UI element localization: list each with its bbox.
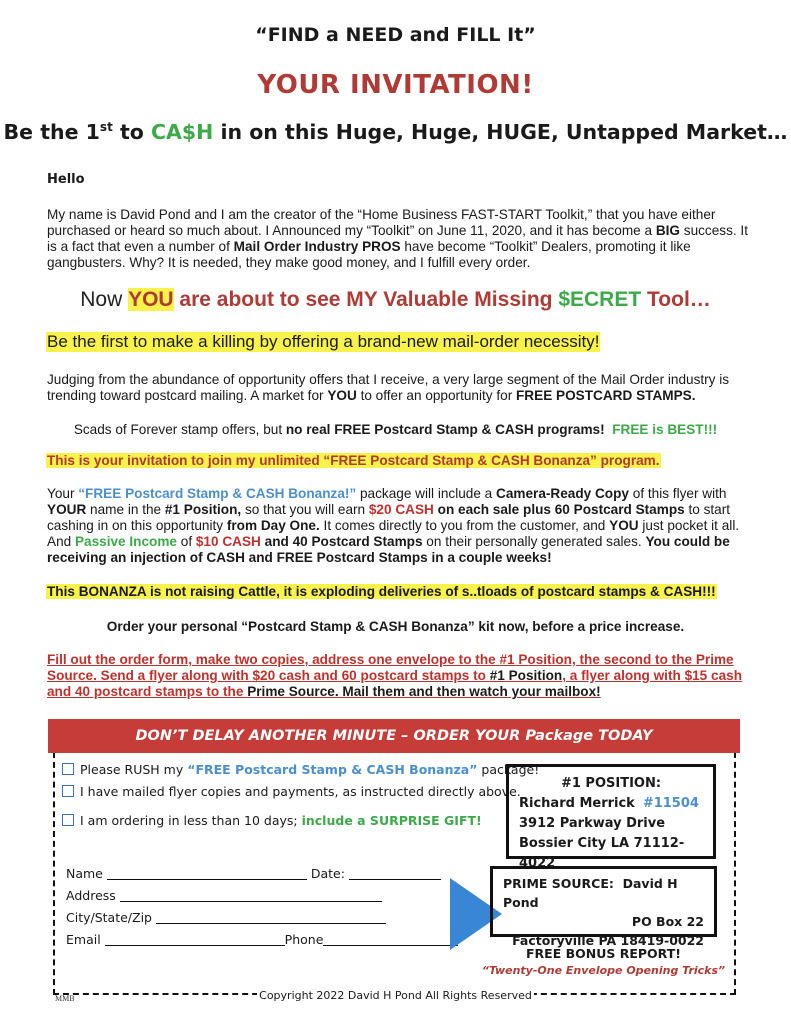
checkbox-icon[interactable] (62, 785, 74, 797)
address-row (66, 888, 382, 903)
pkg-pos: #1 Position, (164, 502, 242, 517)
prime-box-line: PO Box 22 (631, 914, 704, 929)
first-highlight: Be the first to make a killing by offering a brand-new mail-order necessity! (47, 332, 600, 351)
date-field[interactable] (349, 868, 441, 880)
judging-you: YOU (327, 388, 357, 403)
position-1-street: 3912 Parkway Drive (519, 816, 666, 831)
prime-name: David H Pond (503, 876, 678, 910)
checkbox-mailed[interactable] (62, 784, 521, 799)
address-label: Address (66, 888, 116, 903)
scads-b: no real FREE Postcard Stamp & CASH programs! (285, 422, 605, 437)
pkg-l: on their personally generated sales. (422, 534, 646, 549)
fill-d: Prime Source. Mail them and then watch your mailbox! (247, 684, 601, 699)
intro-c: have become “Toolkit” Dealers, promoting it like gangbusters. Why? It is needed, they make good money, and I fulfill every order. (47, 239, 691, 270)
name-label: Name (66, 866, 103, 881)
check1-b: “FREE Postcard Stamp & CASH Bonanza” (187, 762, 478, 777)
check1-c: package! (477, 762, 540, 777)
scads-free: FREE is BEST!!! (612, 422, 718, 437)
judging-free: FREE POSTCARD STAMPS. (516, 388, 696, 403)
check1-a: Please RUSH my (80, 762, 188, 777)
email-phone-row (66, 932, 458, 947)
scads-a: Scads of Forever stamp offers, but (73, 422, 286, 437)
checkbox-rush[interactable] (62, 762, 539, 777)
intro-b: success. It is a fact that even a number of (47, 223, 748, 254)
pkg-passive: Passive Income (74, 534, 177, 549)
fill-c: , a flyer along with $15 cash and 40 postcard stamps to the (47, 668, 743, 699)
headline-invitation: YOUR INVITATION! (257, 70, 534, 100)
pkg-j: of (176, 534, 196, 549)
email-label: Email (66, 932, 101, 947)
pkg-i: just pocket it all. And (47, 518, 740, 549)
greeting: Hello (47, 172, 85, 187)
city-field[interactable] (156, 912, 386, 924)
prime-source-box (490, 866, 717, 948)
headline-market (0, 120, 791, 144)
check3-a: I am ordering in less than 10 days; (80, 813, 302, 828)
check2: I have mailed flyer copies and payments, as instructed directly above. (80, 784, 521, 799)
market-sup: st (99, 120, 113, 135)
now-b: are about to see MY Valuable Missing (173, 288, 559, 311)
bonanza-highlight: This BONANZA is not raising Cattle, it is exploding deliveries of s..tloads of postcard stamps & CASH!!! (47, 584, 716, 599)
intro-big: BIG (655, 223, 680, 238)
now-secret: $ECRET (558, 288, 642, 311)
pkg-a: Your (47, 486, 79, 501)
now-c: Tool… (641, 288, 711, 311)
name-date-row (66, 866, 441, 881)
checkbox-icon[interactable] (62, 763, 74, 775)
fill-b: #1 Position (489, 668, 563, 683)
position-1-title: #1 POSITION: (560, 776, 662, 791)
copyright-text: Copyright 2022 David H Pond All Rights Reserved (259, 989, 532, 1002)
pkg-you: YOU (609, 518, 639, 533)
pkg-c: of this flyer with (628, 486, 727, 501)
fill-instructions (47, 652, 759, 700)
intro-paragraph (47, 207, 759, 271)
pkg-day: from Day One. (226, 518, 320, 533)
mmb-mark: MMB (55, 994, 75, 1003)
position-1-city: Bossier City LA 71112-4022 (519, 836, 685, 871)
address-field[interactable] (120, 890, 382, 902)
prime-header (503, 874, 704, 912)
prime-label: PRIME SOURCE: (503, 876, 614, 891)
now-a: Now (80, 288, 129, 311)
pkg-cash20: $20 CASH (368, 502, 434, 517)
position-1-box (506, 764, 716, 871)
position-1-name-row (519, 794, 703, 814)
scads-line (0, 422, 791, 437)
judging-a: Judging from the abundance of opportunity offers that I receive, a very large segment of the Mail Order industry is trending toward postcard mailing. A market for (47, 372, 730, 403)
checkbox-icon[interactable] (62, 814, 74, 826)
pkg-your: YOUR (47, 502, 87, 517)
market-c: in on this Huge, Huge, HUGE, Untapped Market… (213, 120, 788, 144)
city-row (66, 910, 386, 925)
market-b: to (112, 120, 151, 144)
city-label: City/State/Zip (66, 910, 152, 925)
judging-paragraph (47, 372, 759, 404)
pkg-b: package will include a (356, 486, 497, 501)
phone-label: Phone (284, 932, 324, 947)
market-a: Be the 1 (3, 120, 100, 144)
position-1-name: Richard Merrick (519, 796, 635, 811)
copyright (0, 989, 791, 1002)
package-paragraph (47, 486, 759, 566)
name-field[interactable] (107, 868, 307, 880)
fill-a: Fill out the order form, make two copies, address one envelope to the #1 Position, the second to the Prime Source. Send a flyer along with $20 cash and 60 postcard stamps to (47, 652, 734, 683)
judging-b: to offer an opportunity for (356, 388, 516, 403)
bonus-title: FREE BONUS REPORT! (526, 946, 681, 961)
pkg-camera: Camera-Ready Copy (496, 486, 629, 501)
prime-city: Factoryville PA 18419-0022 (512, 933, 704, 948)
pkg-f: on each sale plus 60 Postcard Stamps (433, 502, 685, 517)
pkg-cash10: $10 CASH (195, 534, 261, 549)
pkg-d: name in the (86, 502, 165, 517)
check3-b: include a SURPRISE GIFT! (301, 813, 482, 828)
bonus-subtitle: “Twenty-One Envelope Opening Tricks” (481, 964, 726, 977)
email-field[interactable] (105, 934, 285, 946)
checkbox-gift[interactable] (62, 813, 482, 828)
headline-quote: “FIND a NEED and FILL It” (255, 24, 536, 46)
phone-field[interactable] (323, 934, 458, 946)
invitation-highlight: This is your invitation to join my unlimited “FREE Postcard Stamp & CASH Bonanza” program. (47, 453, 660, 468)
order-kit-line: Order your personal “Postcard Stamp & CASH Bonanza” kit now, before a price increase. (106, 619, 685, 634)
date-label: Date: (310, 866, 345, 881)
order-banner: DON’T DELAY ANOTHER MINUTE – ORDER YOUR Package TODAY (48, 719, 740, 753)
now-you: YOU (128, 288, 174, 311)
pkg-k: and 40 Postcard Stamps (260, 534, 423, 549)
market-cash: CA$H (150, 120, 214, 144)
intro-a: My name is David Pond and I am the creator of the “Home Business FAST-START Toolkit,” that you have either purchased or heard so much about. I Announced my “Toolkit” on June 11, 2020, and it has become a (47, 207, 716, 238)
pkg-g: to start cashing in on this opportunity (47, 502, 731, 533)
intro-pros: Mail Order Industry PROS (233, 239, 401, 254)
pkg-bonanza: “FREE Postcard Stamp & CASH Bonanza!” (78, 486, 357, 501)
pkg-m: You could be receiving an injection of CASH and FREE Postcard Stamps in a couple weeks! (47, 534, 730, 565)
secret-heading (0, 288, 791, 312)
pkg-h: It comes directly to you from the customer, and (319, 518, 610, 533)
pkg-e: so that you will earn (241, 502, 369, 517)
position-1-id: #11504 (642, 796, 699, 811)
